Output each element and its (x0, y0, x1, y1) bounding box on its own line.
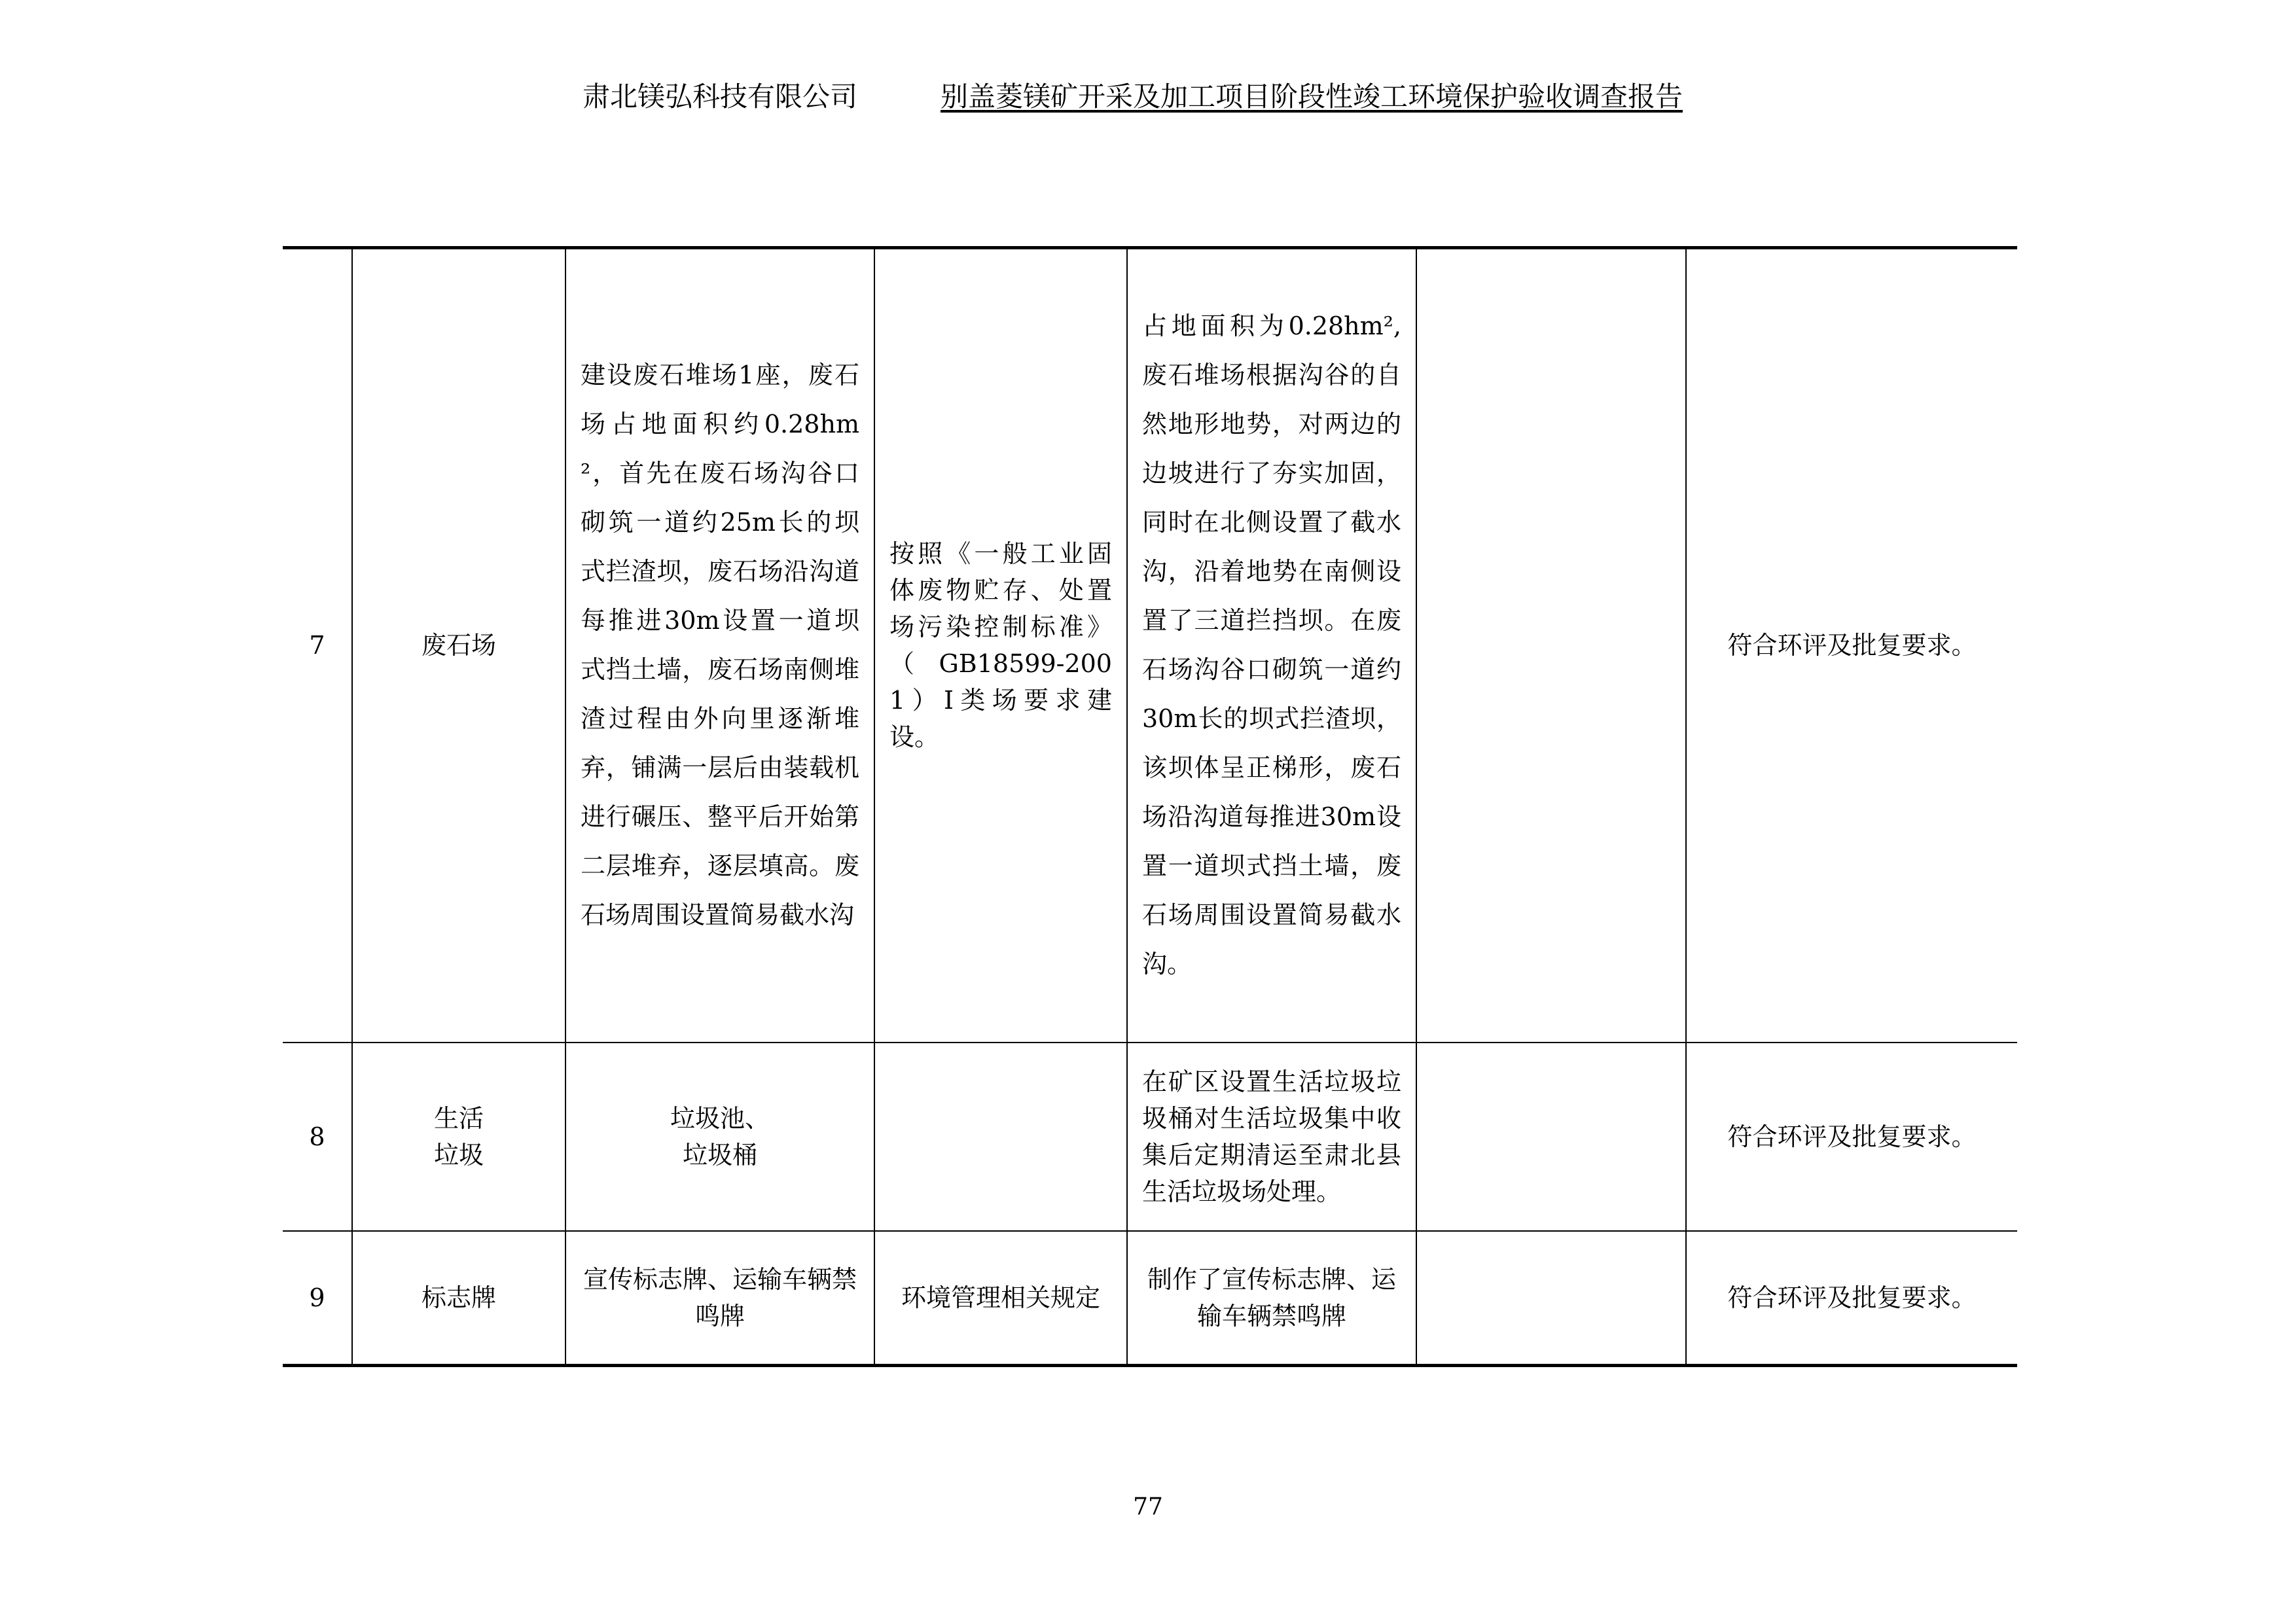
page-number: 77 (1133, 1493, 1163, 1520)
cell-actual: 在矿区设置生活垃圾垃圾桶对生活垃圾集中收集后定期清运至肃北县生活垃圾场处理。 (1127, 1043, 1416, 1231)
cell-name: 废石场 (352, 248, 565, 1043)
cell-eia-content: 垃圾池、 垃圾桶 (565, 1043, 874, 1231)
cell-name: 标志牌 (352, 1231, 565, 1366)
cell-remark (1416, 248, 1686, 1043)
cell-actual: 制作了宣传标志牌、运输车辆禁鸣牌 (1127, 1231, 1416, 1366)
cell-requirement: 环境管理相关规定 (874, 1231, 1127, 1366)
cell-remark (1416, 1043, 1686, 1231)
cell-no: 9 (283, 1231, 352, 1366)
acceptance-table (283, 246, 2017, 1367)
cell-eia-content: 建设废石堆场1座，废石场占地面积约0.28hm²，首先在废石场沟谷口砌筑一道约25m长的坝式拦渣坝，废石场沿沟道每推进30m设置一道坝式挡土墙，废石场南侧堆渣过程由外向里逐渐堆弃，铺满一层后由装载机进行碾压、整平后开始第二层堆弃，逐层填高。废石场周围设置简易截水沟 (565, 248, 874, 1043)
cell-requirement (874, 1043, 1127, 1231)
cell-eia-content: 宣传标志牌、运输车辆禁鸣牌 (565, 1231, 874, 1366)
cell-no: 8 (283, 1043, 352, 1231)
cell-actual: 占地面积为0.28hm²,废石堆场根据沟谷的自然地形地势，对两边的边坡进行了夯实加固，同时在北侧设置了截水沟，沿着地势在南侧设置了三道拦挡坝。在废石场沟谷口砌筑一道约30m长的坝式拦渣坝，该坝体呈正梯形，废石场沿沟道每推进30m设置一道坝式挡土墙，废石场周围设置简易截水沟。 (1127, 248, 1416, 1043)
cell-remark (1416, 1231, 1686, 1366)
cell-conclusion: 符合环评及批复要求。 (1686, 1043, 2017, 1231)
cell-name: 生活 垃圾 (352, 1043, 565, 1231)
cell-requirement: 按照《一般工业固体废物贮存、处置场污染控制标准》（GB18599-2001）Ⅰ类场要求建设。 (874, 248, 1127, 1043)
cell-conclusion: 符合环评及批复要求。 (1686, 248, 2017, 1043)
table-row (283, 248, 2017, 1043)
header-company: 肃北镁弘科技有限公司 (583, 80, 858, 113)
table-row (283, 1231, 2017, 1366)
header-report-title: 别盖菱镁矿开采及加工项目阶段性竣工环境保护验收调查报告 (941, 80, 1683, 113)
page-header (0, 77, 2296, 116)
table-row (283, 1043, 2017, 1231)
cell-conclusion: 符合环评及批复要求。 (1686, 1231, 2017, 1366)
cell-no: 7 (283, 248, 352, 1043)
